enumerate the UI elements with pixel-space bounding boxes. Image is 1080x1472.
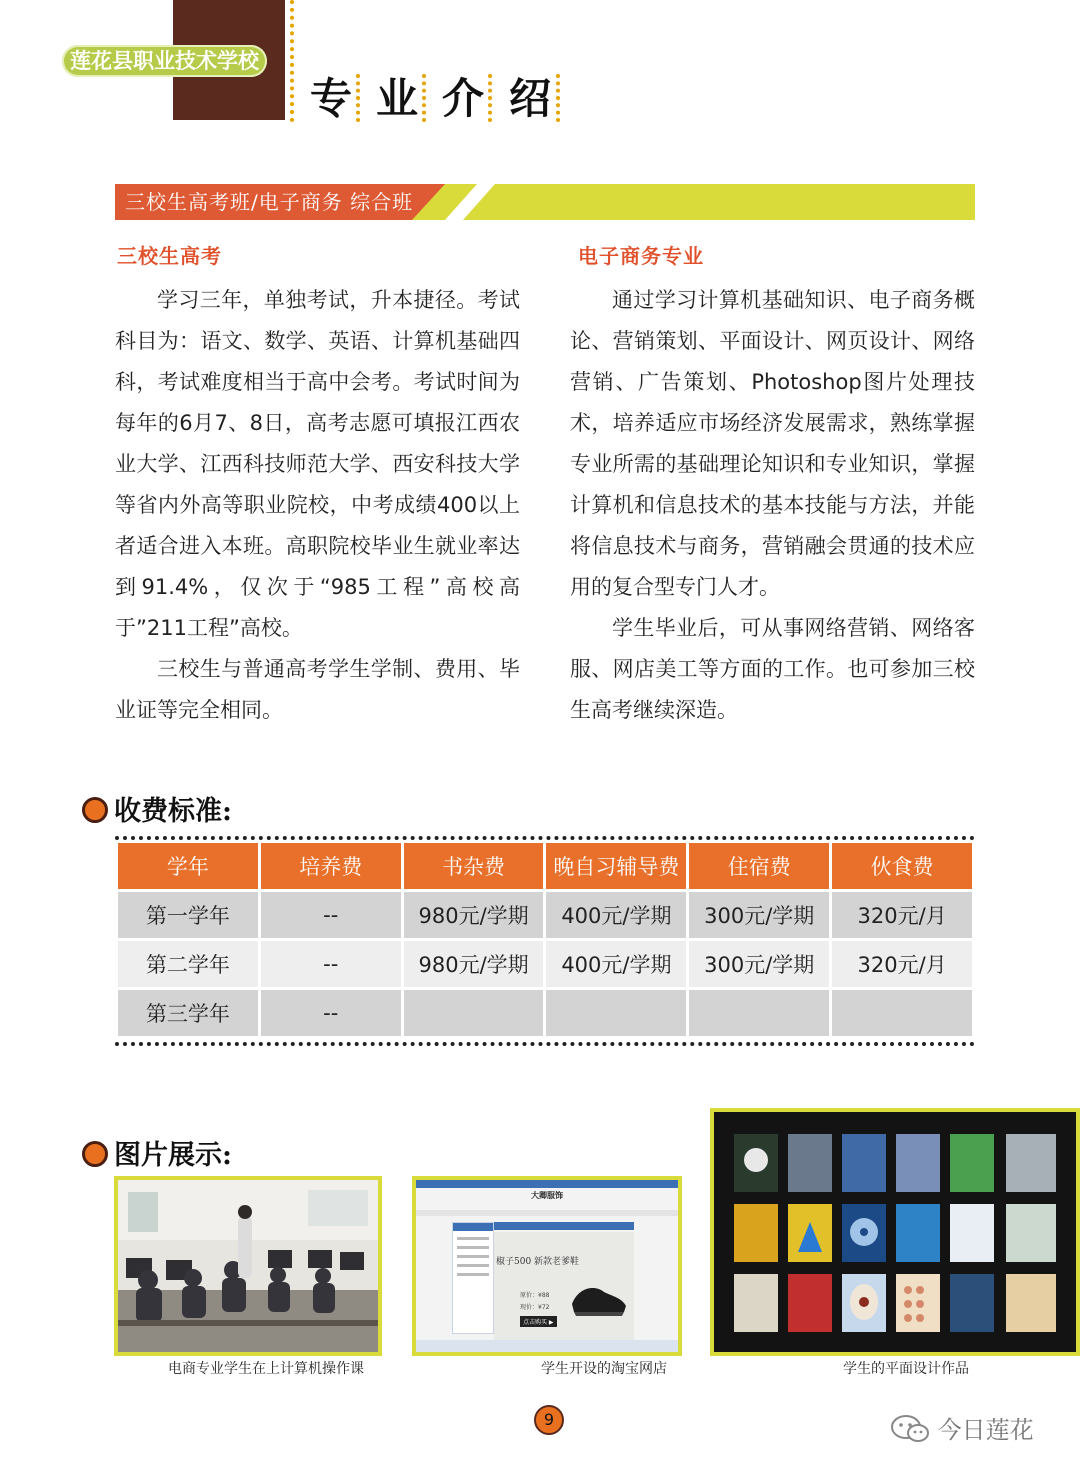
title-char: 专	[310, 74, 353, 123]
table-cell	[688, 989, 831, 1038]
title-char: 介	[442, 74, 485, 123]
wechat-account-name: 今日莲花	[937, 1416, 1034, 1444]
class-banner	[115, 184, 975, 220]
shoe-image	[568, 1278, 628, 1318]
column-header: 晚自习辅导费	[545, 843, 688, 891]
fee-table	[115, 836, 975, 1046]
table-cell: 400元/学期	[545, 940, 688, 989]
table-cell	[545, 989, 688, 1038]
design-works-grid	[714, 1112, 1076, 1352]
table-cell	[831, 989, 974, 1038]
shop-title: 大卿服饰	[531, 1191, 563, 1200]
fees-heading	[82, 796, 232, 828]
left-column-heading: 三校生高考	[117, 244, 222, 268]
title-char: 绍	[509, 74, 552, 123]
column-header: 培养费	[259, 843, 402, 891]
gallery-heading	[82, 1140, 232, 1172]
wechat-icon	[890, 1414, 930, 1444]
classroom-image	[118, 1180, 378, 1352]
paragraph: 学习三年，单独考试，升本捷径。考试科目为：语文、数学、英语、计算机基础四科，考试难度相当于高中会考。考试时间为每年的6月7、8日，高考志愿可填报江西农业大学、江西科技师范大学、西安科技大学等省内外高等职业院校，中考成绩400以上者适合进入本班。高职院校毕业生就业率达到91.4%，仅次于“985工程”高校高于”211工程”高校。	[115, 288, 520, 640]
title-divider	[488, 74, 492, 122]
photo-caption: 电商专业学生在上计算机操作课	[168, 1361, 364, 1377]
paragraph: 三校生与普通高考学生学制、费用、毕业证等完全相同。	[115, 657, 520, 722]
table-row	[117, 940, 974, 989]
table-cell: 980元/学期	[402, 940, 545, 989]
table-cell: 400元/学期	[545, 891, 688, 940]
ad-title: 椒子500 新款老爹鞋	[496, 1257, 580, 1267]
price-old: 原价：¥88	[520, 1292, 550, 1299]
column-header: 书杂费	[402, 843, 545, 891]
fees-heading-text: 收费标准:	[114, 796, 232, 827]
table-cell: 第二学年	[117, 940, 260, 989]
title-divider	[356, 74, 360, 122]
title-char: 业	[376, 74, 419, 123]
title-divider	[556, 74, 560, 122]
table-cell: 第三学年	[117, 989, 260, 1038]
buy-button[interactable]: 点击购买 ▶	[520, 1316, 557, 1327]
page-number: 9	[534, 1405, 564, 1435]
wechat-account	[890, 1410, 1034, 1445]
column-header: 伙食费	[831, 843, 974, 891]
right-column-body	[570, 280, 975, 731]
table-cell: --	[259, 989, 402, 1038]
table-cell: --	[259, 940, 402, 989]
price-new: 现价：¥72	[520, 1304, 550, 1311]
section-title	[288, 0, 578, 125]
table-cell: --	[259, 891, 402, 940]
table-cell: 980元/学期	[402, 891, 545, 940]
table-header-row	[117, 843, 974, 891]
design-works-photo	[710, 1108, 1080, 1356]
table-cell	[402, 989, 545, 1038]
shop-banner	[494, 1232, 634, 1340]
class-banner-title: 三校生高考班/电子商务 综合班	[125, 190, 414, 214]
table-cell: 300元/学期	[688, 891, 831, 940]
right-column-heading: 电子商务专业	[578, 244, 704, 268]
paragraph: 学生毕业后，可从事网络营销、网络客服、网店美工等方面的工作。也可参加三校生高考继续深造。	[570, 616, 975, 722]
school-name-badge: 莲花县职业技术学校	[62, 45, 267, 77]
bullet-icon	[82, 1141, 108, 1167]
table-row	[117, 989, 974, 1038]
table-cell: 320元/月	[831, 891, 974, 940]
column-header: 学年	[117, 843, 260, 891]
table-cell: 第一学年	[117, 891, 260, 940]
bullet-icon	[82, 797, 108, 823]
photo-caption: 学生的平面设计作品	[843, 1361, 969, 1377]
table-cell: 300元/学期	[688, 940, 831, 989]
shop-sidebar	[452, 1222, 494, 1334]
column-header: 住宿费	[688, 843, 831, 891]
table-row	[117, 891, 974, 940]
taobao-store-photo	[412, 1176, 682, 1356]
gallery-heading-text: 图片展示:	[114, 1140, 232, 1171]
photo-caption: 学生开设的淘宝网店	[541, 1361, 667, 1377]
paragraph: 通过学习计算机基础知识、电子商务概论、营销策划、平面设计、网页设计、网络营销、广告策划、Photoshop图片处理技术，培养适应市场经济发展需求，熟练掌握专业所需的基础理论知识和专业知识，掌握计算机和信息技术的基本技能与方法，并能将信息技术与商务，营销融会贯通的技术应用的复合型专门人才。	[570, 288, 975, 599]
table-cell: 320元/月	[831, 940, 974, 989]
title-divider	[290, 0, 294, 122]
classroom-photo	[114, 1176, 382, 1356]
title-divider	[422, 74, 426, 122]
left-column-body	[115, 280, 520, 731]
